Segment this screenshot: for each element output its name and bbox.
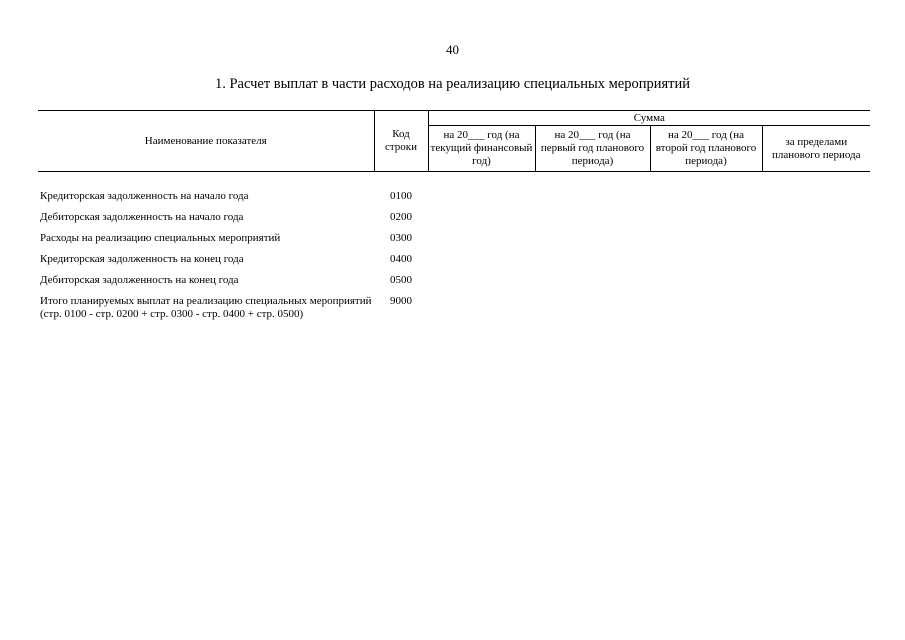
row-name: Расходы на реализацию специальных мероприятий (40, 232, 281, 244)
row-value (535, 228, 650, 249)
table-row (38, 270, 870, 291)
row-value (650, 228, 762, 249)
column-header-first-plan-year: на 20___ год (на первый год планового периода) (535, 126, 650, 172)
row-value (650, 249, 762, 270)
row-code: 0100 (390, 190, 412, 202)
row-value (428, 291, 535, 325)
row-value (762, 291, 870, 325)
row-value (428, 249, 535, 270)
row-value (650, 270, 762, 291)
row-value (650, 207, 762, 228)
row-value (650, 291, 762, 325)
table-row (38, 186, 870, 207)
table-row (38, 207, 870, 228)
row-value (762, 207, 870, 228)
row-value (762, 249, 870, 270)
row-value (428, 186, 535, 207)
column-header-name: Наименование показателя (38, 111, 374, 172)
row-name: Итого планируемых выплат на реализацию специальных мероприятий (стр. 0100 - стр. 0200 + стр. 0300 - стр. 0400 + стр. 0500) (40, 295, 372, 320)
table-row (38, 228, 870, 249)
row-value (650, 186, 762, 207)
row-code: 9000 (390, 295, 412, 307)
row-code: 0300 (390, 232, 412, 244)
column-header-sum: Сумма (428, 111, 870, 126)
column-header-current-year: на 20___ год (на текущий финансовый год) (428, 126, 535, 172)
row-value (762, 270, 870, 291)
table-row (38, 249, 870, 270)
row-value (762, 186, 870, 207)
row-name: Кредиторская задолженность на начало года (40, 190, 249, 202)
table-row (38, 291, 870, 325)
row-value (535, 291, 650, 325)
row-code: 0200 (390, 211, 412, 223)
row-value (428, 228, 535, 249)
column-header-second-plan-year: на 20___ год (на второй год планового периода) (650, 126, 762, 172)
row-value (535, 249, 650, 270)
document-title: 1. Расчет выплат в части расходов на реализацию специальных мероприятий (214, 76, 691, 92)
table-spacer (38, 172, 870, 187)
row-name: Дебиторская задолженность на начало года (40, 211, 244, 223)
page-number: 40 (446, 42, 459, 57)
row-value (535, 270, 650, 291)
row-value (428, 207, 535, 228)
row-value (535, 207, 650, 228)
column-header-code: Код строки (374, 111, 428, 172)
row-code: 0500 (390, 274, 412, 286)
row-value (428, 270, 535, 291)
row-code: 0400 (390, 253, 412, 265)
payments-table (38, 110, 870, 325)
row-value (535, 186, 650, 207)
column-header-beyond-plan: за пределами планового периода (762, 126, 870, 172)
row-name: Кредиторская задолженность на конец года (40, 253, 244, 265)
row-value (762, 228, 870, 249)
row-name: Дебиторская задолженность на конец года (40, 274, 239, 286)
